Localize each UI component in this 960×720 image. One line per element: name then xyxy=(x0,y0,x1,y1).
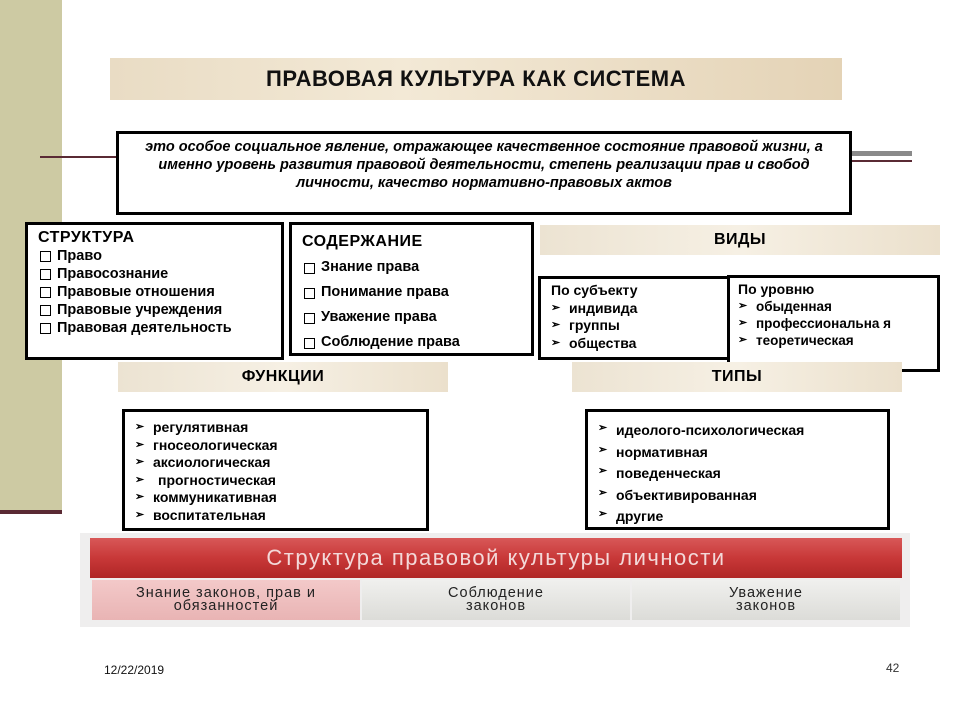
left-connector-line xyxy=(40,156,120,158)
list-item: ➢ общества xyxy=(551,334,637,351)
arrow-bullet-icon: ➢ xyxy=(135,421,145,433)
list-item: Знание права xyxy=(302,255,521,280)
arrow-bullet-icon: ➢ xyxy=(551,301,561,314)
kinds-header: ВИДЫ xyxy=(713,231,767,248)
arrow-bullet-icon: ➢ xyxy=(551,336,561,349)
banner-cell-knowledge: Знание законов, прав и обязанностей xyxy=(92,580,360,620)
functions-header: ФУНКЦИИ xyxy=(241,368,325,385)
banner-cell-compliance: Соблюдение законов xyxy=(362,580,630,620)
checkbox-square-icon xyxy=(304,313,315,324)
kinds-by-subject-box xyxy=(538,276,732,360)
checkbox-square-icon xyxy=(304,263,315,274)
by-level-header: По уровню xyxy=(738,281,815,297)
checkbox-square-icon xyxy=(40,323,51,334)
types-band xyxy=(572,362,902,392)
arrow-bullet-icon: ➢ xyxy=(598,465,608,477)
by-level-list xyxy=(738,298,929,349)
list-item: ➢ регулятивная xyxy=(135,419,249,435)
title-band xyxy=(110,58,842,100)
arrow-bullet-icon: ➢ xyxy=(598,443,608,456)
functions-list xyxy=(135,419,416,524)
arrow-bullet-icon: ➢ xyxy=(135,473,145,486)
by-subject-list xyxy=(551,300,719,353)
list-item: ➢ индивида xyxy=(551,299,638,316)
list-item: ➢ объективированная xyxy=(598,486,757,503)
list-item: ➢ другие xyxy=(598,508,664,524)
structure-box xyxy=(25,222,284,360)
checkbox-square-icon xyxy=(304,288,315,299)
list-item: Правосознание xyxy=(38,265,271,283)
list-item: Правовые учреждения xyxy=(38,301,271,319)
checkbox-square-icon xyxy=(40,251,51,262)
structure-header: СТРУКТУРА xyxy=(38,229,135,246)
arrow-bullet-icon: ➢ xyxy=(738,317,748,329)
list-item: Правовая деятельность xyxy=(38,319,271,337)
banner-title: Структура правовой культуры личности xyxy=(266,545,726,570)
content-header: СОДЕРЖАНИЕ xyxy=(302,233,423,250)
types-list xyxy=(598,420,877,528)
checkbox-square-icon xyxy=(304,338,315,349)
list-item: ➢ теоретическая xyxy=(738,333,854,348)
list-item: ➢ профессиональна я xyxy=(738,316,891,331)
checkbox-square-icon xyxy=(40,305,51,316)
kinds-by-level-box xyxy=(727,275,940,372)
kinds-band xyxy=(540,225,940,255)
list-item: ➢ аксиологическая xyxy=(135,454,271,470)
content-box xyxy=(289,222,534,356)
arrow-bullet-icon: ➢ xyxy=(738,334,748,346)
definition-box xyxy=(116,131,852,215)
list-item: ➢ нормативная xyxy=(598,443,708,460)
list-item: ➢ гносеологическая xyxy=(135,436,278,453)
arrow-bullet-icon: ➢ xyxy=(598,508,608,520)
checkbox-square-icon xyxy=(40,269,51,280)
banner-title-bar xyxy=(90,538,902,578)
content-list xyxy=(302,255,521,355)
slide-title: ПРАВОВАЯ КУЛЬТУРА КАК СИСТЕМА xyxy=(266,66,686,91)
arrow-bullet-icon: ➢ xyxy=(551,319,561,331)
arrow-bullet-icon: ➢ xyxy=(135,508,145,521)
list-item: Уважение права xyxy=(302,305,521,330)
arrow-bullet-icon: ➢ xyxy=(738,300,748,312)
by-subject-header: По субъекту xyxy=(551,282,638,298)
definition-text: это особое социальное явление, отражающее качественное состояние правовой жизни, а именно уровень развития правовой деятельности, степень реализации прав и свобод личности, качество нормативно-правовых актов xyxy=(145,139,823,191)
list-item: ➢ поведенческая xyxy=(598,465,721,481)
banner-cell-respect: Уважение законов xyxy=(632,580,900,620)
checkbox-square-icon xyxy=(40,287,51,298)
list-item: ➢ группы xyxy=(551,317,620,333)
list-item: Соблюдение права xyxy=(302,330,521,355)
arrow-bullet-icon: ➢ xyxy=(135,438,145,451)
types-header: ТИПЫ xyxy=(711,368,763,385)
right-connector-line xyxy=(852,160,912,162)
list-item: ➢ обыденная xyxy=(738,299,832,314)
list-item: Правовые отношения xyxy=(38,283,271,301)
types-box xyxy=(585,409,890,530)
list-item: ➢ идеолого-психологическая xyxy=(598,422,805,438)
arrow-bullet-icon: ➢ xyxy=(135,456,145,468)
arrow-bullet-icon: ➢ xyxy=(135,491,145,503)
functions-band xyxy=(118,362,448,392)
arrow-bullet-icon: ➢ xyxy=(598,486,608,499)
list-item: Право xyxy=(38,247,271,265)
functions-box xyxy=(122,409,429,531)
sidebar-divider xyxy=(0,510,62,514)
list-item: ➢ воспитательная xyxy=(135,506,266,523)
structure-list xyxy=(38,247,271,337)
footer-date: 12/22/2019 xyxy=(104,663,165,677)
right-connector-gray xyxy=(852,151,912,156)
page-number: 42 xyxy=(886,661,900,675)
arrow-bullet-icon: ➢ xyxy=(598,422,608,434)
list-item: ➢ прогностическая xyxy=(135,471,276,488)
list-item: ➢ коммуникативная xyxy=(135,489,277,505)
list-item: Понимание права xyxy=(302,280,521,305)
